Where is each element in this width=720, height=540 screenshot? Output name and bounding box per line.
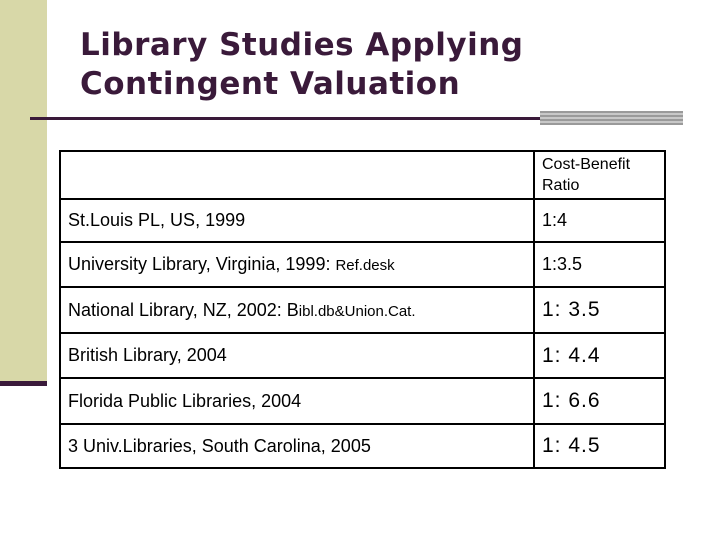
ratio-cell: 1: 3.5 bbox=[534, 287, 665, 333]
library-name: British Library, 2004 bbox=[68, 345, 227, 365]
ratio-cell: 1:3.5 bbox=[534, 242, 665, 287]
slide-title bbox=[80, 26, 640, 104]
table-row bbox=[60, 242, 665, 287]
cost-benefit-table bbox=[59, 150, 666, 469]
ratio-cell: 1: 4.5 bbox=[534, 424, 665, 468]
library-name-cell bbox=[60, 378, 534, 424]
ratio-cell: 1: 4.4 bbox=[534, 333, 665, 378]
library-name: University Library, Virginia, 1999: bbox=[68, 254, 336, 274]
library-name-cell bbox=[60, 424, 534, 468]
library-name: National Library, NZ, 2002: B bbox=[68, 299, 299, 320]
table-row bbox=[60, 424, 665, 468]
library-name: 3 Univ.Libraries, South Carolina, 2005 bbox=[68, 435, 371, 456]
left-decor-accent bbox=[0, 381, 47, 386]
table-row bbox=[60, 287, 665, 333]
library-name-cell bbox=[60, 287, 534, 333]
table-row bbox=[60, 333, 665, 378]
slide-title-line-1: Library Studies Applying bbox=[80, 27, 524, 63]
ratio-cell: 1:4 bbox=[534, 199, 665, 242]
library-name: St.Louis PL, US, 1999 bbox=[68, 210, 246, 230]
library-name-cell bbox=[60, 333, 534, 378]
library-note: ibl.db&Union.Cat. bbox=[298, 302, 416, 320]
ratio-cell: 1: 6.6 bbox=[534, 378, 665, 424]
table-row bbox=[60, 378, 665, 424]
header-ratio-cell: Cost-Benefit Ratio bbox=[534, 151, 665, 199]
library-name-cell bbox=[60, 199, 534, 242]
slide-title-line-2: Contingent Valuation bbox=[80, 66, 461, 102]
table-row bbox=[60, 199, 665, 242]
title-underline-accent bbox=[540, 111, 683, 125]
table-header-row bbox=[60, 151, 665, 199]
left-decor-band bbox=[0, 0, 47, 385]
library-name: Florida Public Libraries, 2004 bbox=[68, 390, 302, 411]
header-blank-cell bbox=[60, 151, 534, 199]
library-name-cell bbox=[60, 242, 534, 287]
library-note: Ref.desk bbox=[335, 257, 395, 274]
title-underline bbox=[30, 117, 540, 120]
